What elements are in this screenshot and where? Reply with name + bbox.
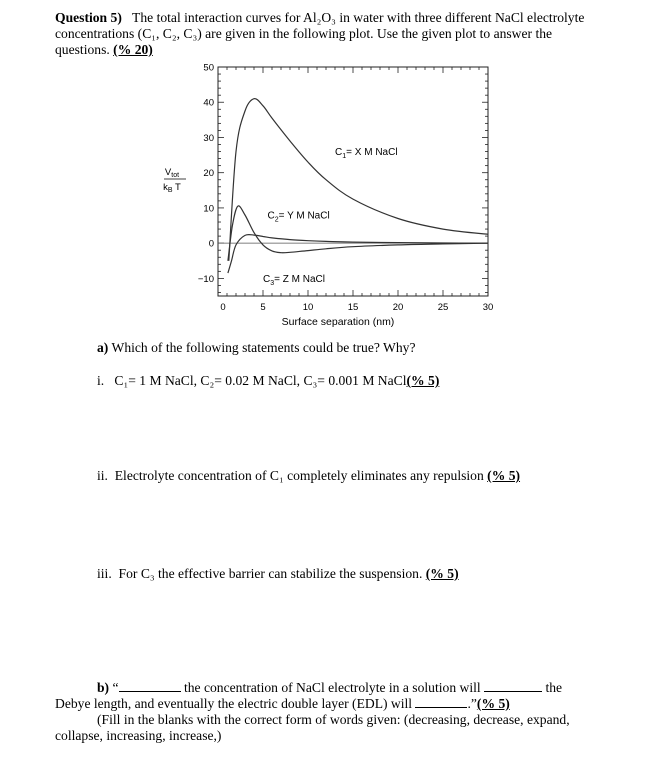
y-tick-label: 50	[203, 62, 214, 74]
y-axis-label-numerator: $V_{tot}$	[164, 167, 180, 179]
part-b-points: (% 5)	[476, 696, 510, 711]
statement-i-points: (% 5)	[406, 373, 440, 388]
question-intro	[55, 10, 615, 58]
intro-line-3: questions.	[55, 42, 110, 57]
statement-ii	[97, 468, 520, 484]
intro-line-1: The total interaction curves for Al₂O₃ in water with three different NaCl electrolyte	[132, 10, 585, 25]
part-a-text: Which of the following statements could be true? Why?	[111, 340, 416, 355]
fill-instructions-line-1: (Fill in the blanks with the correct form of words given: (decreasing, decrease, expand,	[97, 712, 570, 727]
statement-ii-number: ii.	[97, 468, 108, 483]
y-tick-label: −10	[197, 273, 214, 285]
y-tick-label: 0	[208, 238, 214, 250]
part-b-close-quote: .”	[467, 696, 477, 711]
statement-ii-points: (% 5)	[487, 468, 521, 483]
statement-iii-number: iii.	[97, 566, 112, 581]
blank-1[interactable]	[119, 691, 181, 692]
series-c3-label: $C_3= Z$ M NaCl	[263, 273, 325, 287]
statement-i-text: C₁= 1 M NaCl, C₂= 0.02 M NaCl, C₃= 0.001 M NaCl	[114, 373, 407, 388]
blank-2[interactable]	[484, 691, 542, 692]
part-b	[55, 680, 615, 744]
part-b-open-quote: “	[112, 680, 119, 695]
y-tick-label: 30	[203, 132, 214, 144]
series-c2-label: $C_2= Y$ M NaCl	[267, 210, 330, 224]
x-tick-label: 25	[437, 302, 449, 313]
statement-i	[97, 373, 439, 389]
x-tick-label: 15	[347, 302, 359, 313]
part-a-label: a)	[97, 340, 109, 355]
part-b-text-3: Debye length, and eventually the electric double layer (EDL) will	[55, 696, 413, 711]
statement-iii-points: (% 5)	[425, 566, 459, 581]
x-tick-label: 30	[482, 302, 494, 313]
part-b-text-1: the concentration of NaCl electrolyte in a solution will	[183, 680, 481, 695]
statement-i-number: i.	[97, 373, 105, 388]
part-a-prompt	[97, 340, 416, 356]
statement-ii-text: Electrolyte concentration of C₁ completely eliminates any repulsion	[114, 468, 484, 483]
x-axis-label: Surface separation (nm)	[281, 316, 395, 328]
series-c1-line	[229, 99, 488, 261]
statement-iii-text: For C₃ the effective barrier can stabilize the suspension.	[118, 566, 423, 581]
y-tick-label: 40	[203, 97, 214, 109]
part-b-label: b)	[97, 680, 110, 695]
part-b-text-2: the	[545, 680, 563, 695]
interaction-curve-chart	[0, 55, 662, 340]
x-tick-label: 20	[392, 302, 404, 313]
x-tick-label: 0	[220, 302, 226, 313]
series-c1-label: $C_1= X$ M NaCl	[335, 147, 398, 161]
x-tick-label: 5	[260, 302, 266, 313]
question-heading: Question 5)	[55, 10, 122, 25]
series-c3-line	[228, 235, 488, 274]
statement-iii	[97, 566, 459, 582]
blank-3[interactable]	[415, 707, 467, 708]
y-axis-label-denominator: $k_B$ T	[163, 182, 181, 194]
y-tick-label: 20	[203, 168, 214, 180]
y-tick-label: 10	[203, 203, 214, 215]
x-tick-label: 10	[302, 302, 314, 313]
fill-instructions-line-2: collapse, increasing, increase,)	[55, 728, 222, 743]
question-points: (% 20)	[113, 42, 153, 57]
intro-line-2: concentrations (C₁, C₂, C₃) are given in the following plot. Use the given plot to answer the	[55, 26, 553, 41]
